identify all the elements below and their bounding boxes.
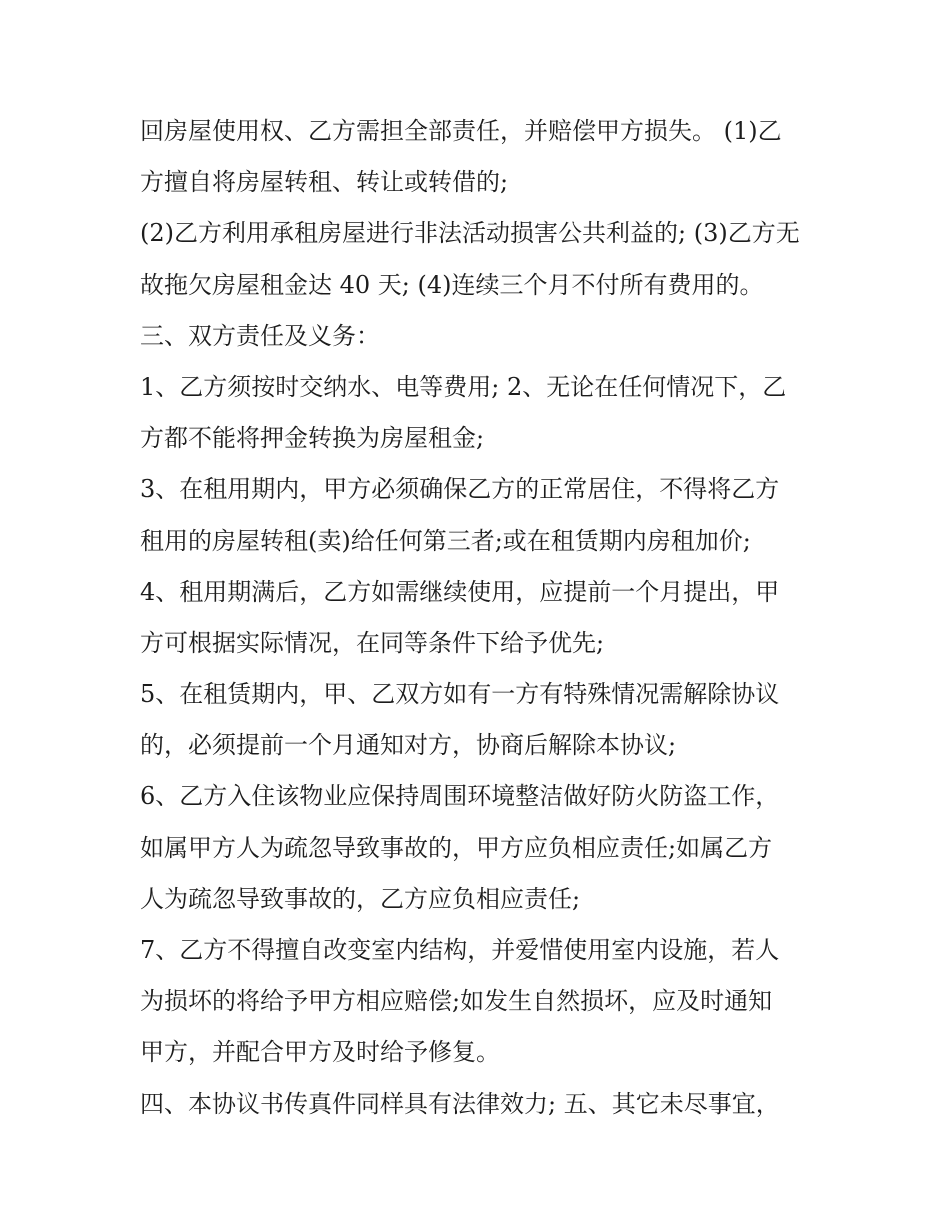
text-line-12: 5、在租赁期内，甲、乙双方如有一方有特殊情况需解除协议 xyxy=(140,680,780,709)
text-line-13: 的，必须提前一个月通知对方，协商后解除本协议; xyxy=(140,731,677,760)
text-line-8: 3、在租用期内，甲方必须确保乙方的正常居住，不得将乙方 xyxy=(140,475,780,504)
text-line-3: (2)乙方利用承租房屋进行非法活动损害公共利益的; (3)乙方无 xyxy=(140,219,800,248)
text-line-10: 4、租用期满后，乙方如需继续使用，应提前一个月提出，甲 xyxy=(140,577,780,606)
section-heading-3: 三、双方责任及义务： xyxy=(140,321,380,350)
text-line-6: 1、乙方须按时交纳水、电等费用; 2、无论在任何情况下，乙 xyxy=(140,372,787,401)
text-line-20: 四、本协议书传真件同样具有法律效力; 五、其它未尽事宜， xyxy=(140,1089,780,1118)
text-line-1: 回房屋使用权、乙方需担全部责任，并赔偿甲方损失。 (1)乙 xyxy=(140,117,782,145)
text-line-4: 故拖欠房屋租金达 40 天; (4)连续三个月不付所有费用的。 xyxy=(140,270,764,299)
text-line-16: 人为疏忽导致事故的，乙方应负相应责任; xyxy=(140,884,581,913)
text-line-17: 7、乙方不得擅自改变室内结构，并爱惜使用室内设施，若人 xyxy=(140,936,780,964)
contract-body-text xyxy=(140,106,820,1130)
text-line-11: 方可根据实际情况，在同等条件下给予优先; xyxy=(140,628,605,657)
text-line-9: 租用的房屋转租(卖)给任何第三者;或在租赁期内房租加价; xyxy=(140,526,751,555)
text-line-14: 6、乙方入住该物业应保持周围环境整洁做好防火防盗工作， xyxy=(140,782,780,811)
text-line-18: 为损坏的将给予甲方相应赔偿;如发生自然损坏，应及时通知 xyxy=(140,987,773,1016)
text-line-19: 甲方，并配合甲方及时给予修复。 xyxy=(140,1038,500,1067)
text-line-15: 如属甲方人为疏忽导致事故的，甲方应负相应责任;如属乙方 xyxy=(140,833,773,862)
text-line-7: 方都不能将押金转换为房屋租金; xyxy=(140,424,485,453)
text-line-2: 方擅自将房屋转租、转让或转借的; xyxy=(140,168,509,197)
